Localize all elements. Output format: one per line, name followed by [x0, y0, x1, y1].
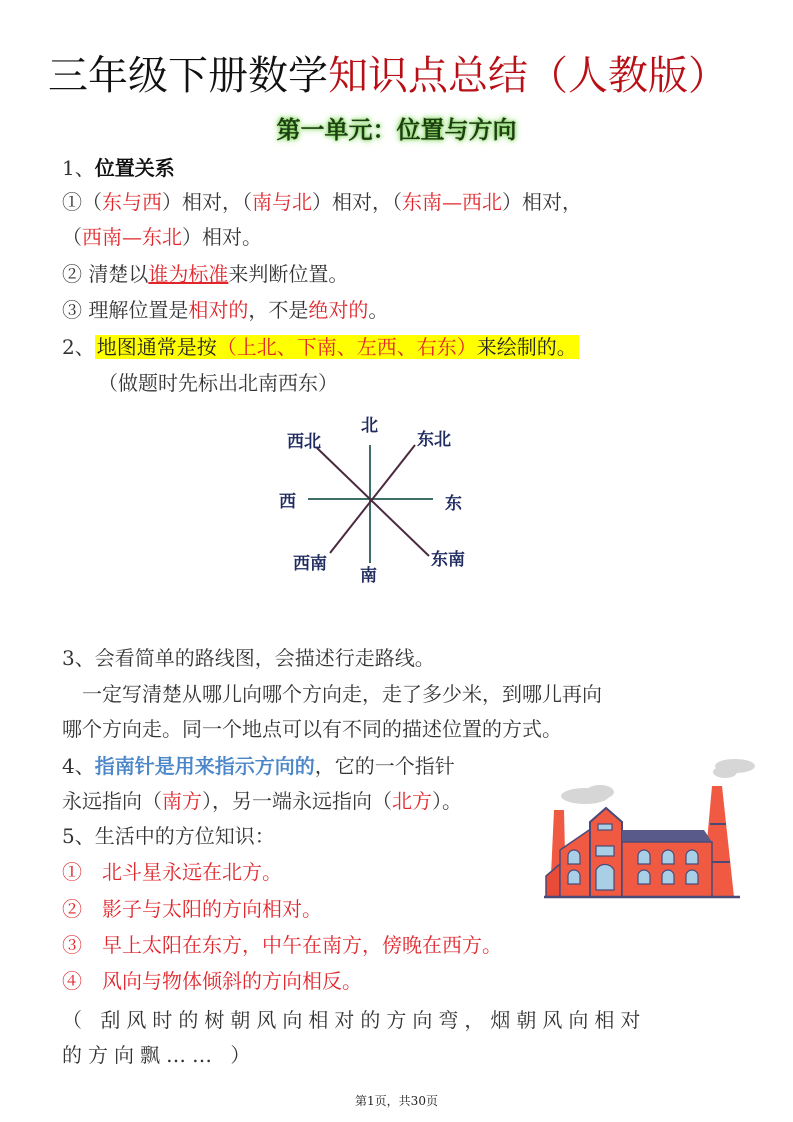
label-west: 西 [279, 492, 296, 512]
emphasis: 东南—西北 [402, 190, 502, 214]
section2-line [62, 332, 579, 362]
text: ）相对，（ [162, 190, 252, 214]
compass-diagram [265, 405, 485, 595]
section4-line1 [62, 751, 455, 781]
section1-item3 [62, 295, 388, 325]
section5-heading: 5、生活中的方位知识： [62, 824, 275, 848]
label-east: 东 [445, 494, 462, 514]
emphasis: 绝对的 [308, 298, 369, 322]
text: 理解位置是 [82, 298, 189, 322]
section3-heading: 3、会看简单的路线图，会描述行走路线。 [62, 646, 435, 670]
section1-heading [62, 153, 175, 183]
text: ）相对。 [182, 225, 262, 249]
section1-item2 [62, 259, 348, 289]
section5-note-line1: （ 刮风时的树朝风向相对的方向弯，烟朝风向相对 [62, 1008, 647, 1032]
highlighted-text [95, 335, 579, 359]
page-title [48, 44, 728, 101]
section2-note: （做题时先标出北南西东） [98, 371, 338, 395]
text: 清楚以 [82, 262, 149, 286]
text: 来判断位置。 [228, 262, 349, 286]
text: 来绘制的。 [476, 335, 577, 359]
text: ），另一端永远指向（ [202, 789, 392, 813]
text: ）相对，（ [312, 190, 402, 214]
emphasis: 北方 [392, 789, 432, 813]
unit-heading: 第一单元：位置与方向 [276, 115, 517, 144]
emphasis: （上北、下南、左西、右东） [216, 335, 477, 359]
text: ）相对， [502, 190, 582, 214]
section5-note-line2: 的方向飘…… ） [62, 1043, 257, 1067]
section5-item3: ③ 早上太阳在东方，中午在南方，傍晚在西方。 [62, 933, 502, 957]
emphasis-blue: 指南针是用来指示方向的 [94, 754, 315, 778]
label-northeast: 东北 [417, 430, 451, 450]
section-number: 1、 [62, 156, 95, 180]
emphasis: 东与西 [102, 190, 162, 214]
text: 地图通常是按 [96, 335, 217, 359]
emphasis: 西南—东北 [82, 225, 182, 249]
factory-illustration [540, 752, 762, 900]
label-southwest: 西南 [293, 554, 327, 574]
section1-item1-line2 [62, 222, 262, 252]
text: 。 [368, 298, 389, 322]
section5-item1: ① 北斗星永远在北方。 [62, 860, 282, 884]
text: （ [82, 190, 102, 214]
label-north: 北 [361, 416, 378, 436]
text: ，不是 [248, 298, 309, 322]
section-title: 位置关系 [94, 156, 175, 180]
section1-item1-line1 [62, 187, 582, 217]
item-mark: ① [62, 190, 82, 214]
text: ，它的一个指针 [314, 754, 455, 778]
emphasis: 相对的 [188, 298, 249, 322]
text: 永远指向（ [62, 789, 162, 813]
emphasis: 南方 [162, 789, 202, 813]
section5-item4: ④ 风向与物体倾斜的方向相反。 [62, 969, 362, 993]
label-northwest: 西北 [287, 432, 321, 452]
label-south: 南 [360, 566, 377, 586]
label-southeast: 东南 [431, 550, 465, 570]
section-number: 4、 [62, 754, 95, 778]
section3-text-line1: 一定写清楚从哪儿向哪个方向走，走了多少米，到哪儿再向 [62, 682, 602, 706]
section5-item2: ② 影子与太阳的方向相对。 [62, 897, 322, 921]
section3-text-line2: 哪个方向走。同一个地点可以有不同的描述位置的方式。 [62, 717, 562, 741]
text: （ [62, 225, 82, 249]
page-footer: 第1页，共30页 [355, 1094, 438, 1108]
section-number: 2、 [62, 335, 95, 359]
section4-line2 [62, 786, 462, 816]
title-red: 知识点总结（人教版） [328, 53, 728, 99]
item-mark: ③ [62, 298, 82, 322]
text: ）。 [432, 789, 462, 813]
emphasis-underlined: 谁为标准 [148, 262, 229, 286]
factory-icon [540, 752, 762, 900]
title-black: 三年级下册数学 [48, 53, 328, 99]
item-mark: ② [62, 262, 82, 286]
emphasis: 南与北 [252, 190, 312, 214]
